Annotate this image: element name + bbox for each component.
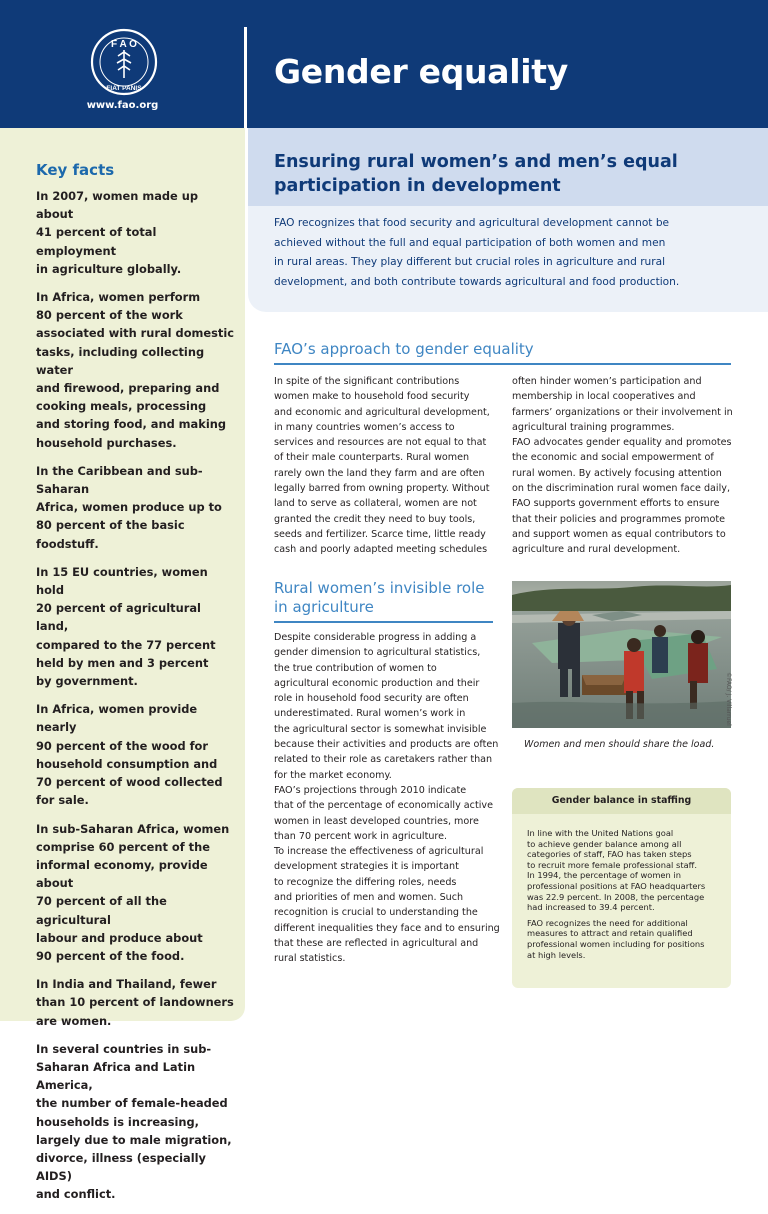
logo-top-text: F A O	[111, 39, 137, 50]
key-fact: In sub-Saharan Africa, women comprise 60 percent of the informal economy, provide about 70 percent of all the agricultural labour and produce about 90 percent of the food.	[36, 821, 230, 963]
key-fact: In 15 EU countries, women hold 20 percent of agricultural land, compared to the 77 percent held by men and 3 percent by government.	[36, 564, 216, 689]
approach-paragraph: often hinder women’s participation and membership in local cooperatives and farmers’ organizations or their involvement in agricultural training programmes.	[512, 376, 733, 433]
photo-caption: Women and men should share the load.	[524, 739, 715, 750]
staffing-paragraph: In line with the United Nations goal to achieve gender balance among all categories of staff, FAO has taken steps to recruit more female professional staff. In 1994, the percentage of women in professional positions at FAO headquarters was 22.9 percent. In 2008, the percentage had increased to 39.4 percent.	[527, 828, 706, 913]
key-facts-list	[36, 187, 236, 1214]
invisible-role-paragraph: FAO’s projections through 2010 indicate that of the percentage of economically active women in least developed countries, more than 70 percent work in agriculture.	[274, 784, 493, 842]
photo-women-carrying-load	[512, 581, 731, 728]
staffing-box-text	[527, 828, 723, 965]
logo-area	[0, 0, 245, 128]
key-fact: In India and Thailand, fewer than 10 percent of landowners are women.	[36, 977, 234, 1028]
header-divider	[244, 27, 247, 128]
logo-bottom-text: FIAT PANIS	[106, 85, 142, 92]
invisible-role-rule	[274, 621, 493, 623]
approach-paragraph: In spite of the significant contributions women make to household food security and economic and agricultural development, in many countries women’s access to services and resources are not equal to that of their male counterparts. Rural women rarely own the land they farm and are often legally barred from owning property. Without land to serve as collateral, women are not granted the credit they need to buy tools, seeds and fertilizer. Scarce time, little ready cash and poorly adapted meeting schedules	[274, 376, 490, 556]
key-fact: In 2007, women made up about 41 percent of total employment in agriculture globally.	[36, 189, 198, 276]
key-fact: In the Caribbean and sub-Saharan Africa, women produce up to 80 percent of the basic foodstuff.	[36, 463, 222, 551]
approach-heading: FAO’s approach to gender equality	[274, 340, 534, 358]
staffing-paragraph: FAO recognizes the need for additional measures to attract and retain qualified professional women including for positions at high levels.	[527, 917, 705, 960]
fao-logo	[90, 28, 158, 96]
staffing-box-title: Gender balance in staffing	[512, 788, 731, 814]
subtitle: Ensuring rural women’s and men’s equal participation in development	[274, 152, 678, 196]
approach-rule	[274, 363, 731, 365]
photo-credit: ©FAO/ J. Villarruel	[725, 672, 732, 726]
invisible-role-paragraph: To increase the effectiveness of agricultural development strategies it is important to recognize the differing roles, needs and priorities of men and women. Such recognition is crucial to understanding the different inequalities they face and to ensuring that these are reflected in agricultural and rural statistics.	[274, 846, 500, 965]
key-fact: In several countries in sub- Saharan Africa and Latin America, the number of female-headed households is increasing, largely due to male migration, divorce, illness (especially AIDS) and conflict.	[36, 1041, 232, 1202]
invisible-role-text	[274, 630, 502, 967]
intro-paragraph: FAO recognizes that food security and agricultural development cannot be achieved without the full and equal participation of both women and men in rural areas. They play different but crucial roles in agriculture and rural development, and both contribute towards agricultural and food production.	[274, 217, 680, 288]
key-fact: In Africa, women provide nearly 90 percent of the wood for household consumption and 70 percent of wood collected for sale.	[36, 702, 223, 808]
approach-column-2	[512, 374, 737, 558]
approach-column-1	[274, 374, 499, 558]
key-facts-title: Key facts	[36, 161, 115, 179]
invisible-role-paragraph: Despite considerable progress in adding a gender dimension to agricultural statistics, the true contribution of women to agricultural economic production and their role in household food security are often underestimated. Rural women’s work in the agricultural sector is somewhat invisible because their activities and products are often related to their role as caretakers rather than for the market economy.	[274, 632, 499, 781]
invisible-role-heading: Rural women’s invisible role in agriculture	[274, 579, 485, 616]
approach-paragraph: FAO advocates gender equality and promotes the economic and social empowerment of rural women. By actively focusing attention on the discrimination rural women face daily, FAO supports government efforts to ensure that their policies and programmes promote and support women as equal contributors to agriculture and rural development.	[512, 437, 732, 556]
key-fact: In Africa, women perform 80 percent of the work associated with rural domestic tasks, including collecting water and firewood, preparing and cooking meals, processing and storing food, and making household purchases.	[36, 290, 235, 450]
page-title: Gender equality	[274, 52, 568, 91]
website-url[interactable]: www.fao.org	[86, 100, 159, 111]
